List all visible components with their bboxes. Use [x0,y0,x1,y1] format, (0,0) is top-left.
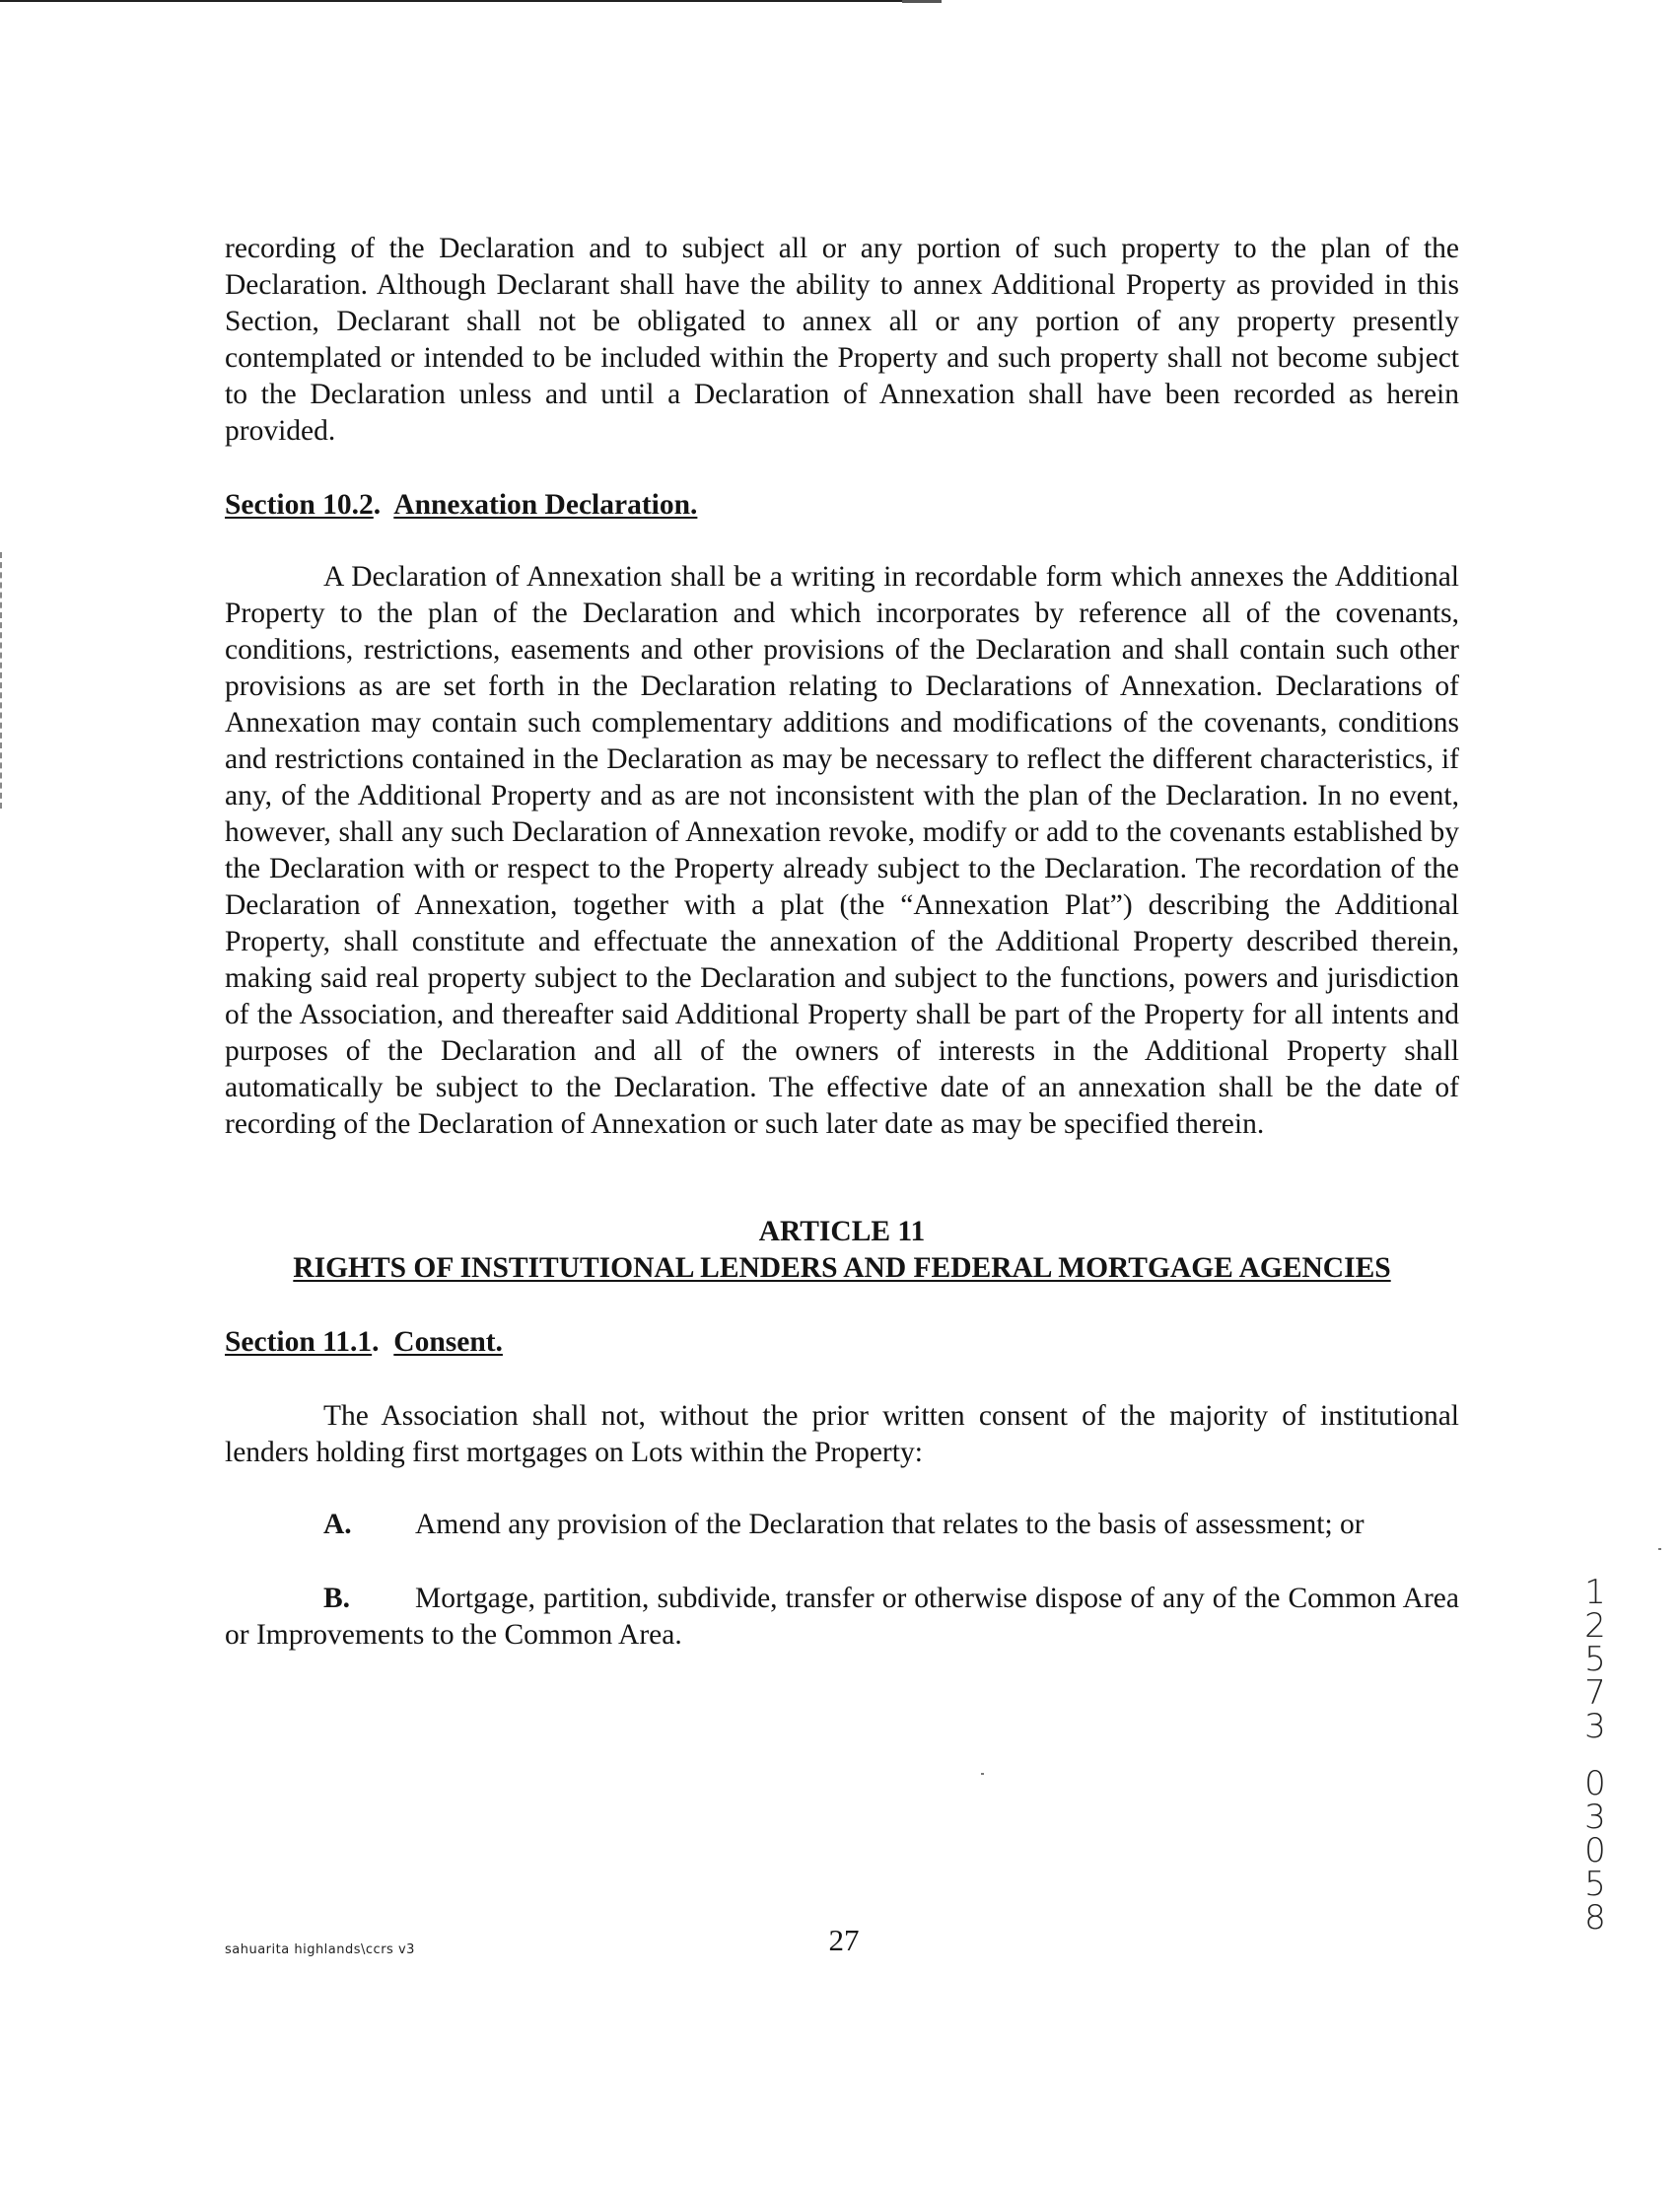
list-item-b [225,1581,1459,1654]
section-11-1-title: Consent. [393,1326,503,1358]
footer-file-path: sahuarita highlands\ccrs v3 [225,1942,415,1957]
section-10-2-number: Section 10.2 [225,489,374,521]
list-item-a-text: Amend any provision of the Declaration that relates to the basis of assessment; or [415,1509,1365,1540]
intro-paragraph: recording of the Declaration and to subject all or any portion of such property to the plan of the Declaration. Although Declarant shall have the ability to annex Additional Property as provided in this Section, Declarant shall not be obligated to annex all or any portion of any property presently contemplated or intended to be included within the Property and such property shall not become subject to the Declaration unless and until a Declaration of Annexation shall have been recorded as herein provided. [225,233,1459,447]
page-number: 27 [828,1923,860,1957]
section-10-2-title: Annexation Declaration. [393,489,698,521]
article-11-title-wrap [225,1250,1459,1287]
top-border-rule [0,0,942,2]
article-11-label: ARTICLE 11 [758,1216,926,1247]
annexation-paragraph: A Declaration of Annexation shall be a writing in recordable form which annexes the Additional Property to the plan of the Declaration and which incorporates by reference all of the covenants, conditions, restrictions, easements and other provisions of the Declaration and shall contain such other provisions as are set forth in the Declaration relating to Declarations of Annexation. Declarations of Annexation may contain such complementary additions and modifications of the covenants, conditions and restrictions contained in the Declaration as may be necessary to reflect the different characteristics, if any, of the Additional Property and as are not inconsistent with the plan of the Declaration. In no event, however, shall any such Declaration of Annexation revoke, modify or add to the covenants established by the Declaration with or respect to the Property already subject to the Declaration. The recordation of the Declaration of Annexation, together with a plat (the “Annexation Plat”) describing the Additional Property, shall constitute and effectuate the annexation of the Additional Property described therein, making said real property subject to the Declaration and subject to the functions, powers and jurisdiction of the Association, and thereafter said Additional Property shall be part of the Property for all intents and purposes of the Declaration and all of the owners of interests in the Additional Property shall automatically be subject to the Declaration. The effective date of an annexation shall be the date of recording of the Declaration of Annexation or such later date as may be specified therein. [225,561,1459,1140]
scan-speck [1658,1548,1661,1550]
top-border-rule-tail [902,0,942,3]
list-item-a-marker: A. [323,1509,352,1540]
section-11-1-number: Section 11.1 [225,1326,373,1358]
list-item-b-text: Mortgage, partition, subdivide, transfer or otherwise dispose of any of the Common Area or Improvements to the Common Area. [225,1583,1459,1651]
list-item-b-marker: B. [323,1583,351,1614]
list-item-a [225,1507,1459,1543]
document-body [225,231,1459,1654]
scan-speck [981,1773,984,1775]
section-11-1-heading: Section 11.1. Consent. [225,1326,503,1358]
scan-left-edge-mark [0,552,5,809]
recording-stamp-group-2: 0 3 0 5 8 [1584,1764,1606,1938]
article-11-title: RIGHTS OF INSTITUTIONAL LENDERS AND FEDERAL MORTGAGE AGENCIES [293,1252,1391,1284]
recording-stamp [1574,1573,1617,1938]
consent-paragraph: The Association shall not, without the prior written consent of the majority of institutional lenders holding first mortgages on Lots within the Property: [225,1400,1459,1468]
section-10-2-heading: Section 10.2. Annexation Declaration. [225,489,698,521]
recording-stamp-group-1: 1 2 5 7 3 [1584,1573,1606,1746]
